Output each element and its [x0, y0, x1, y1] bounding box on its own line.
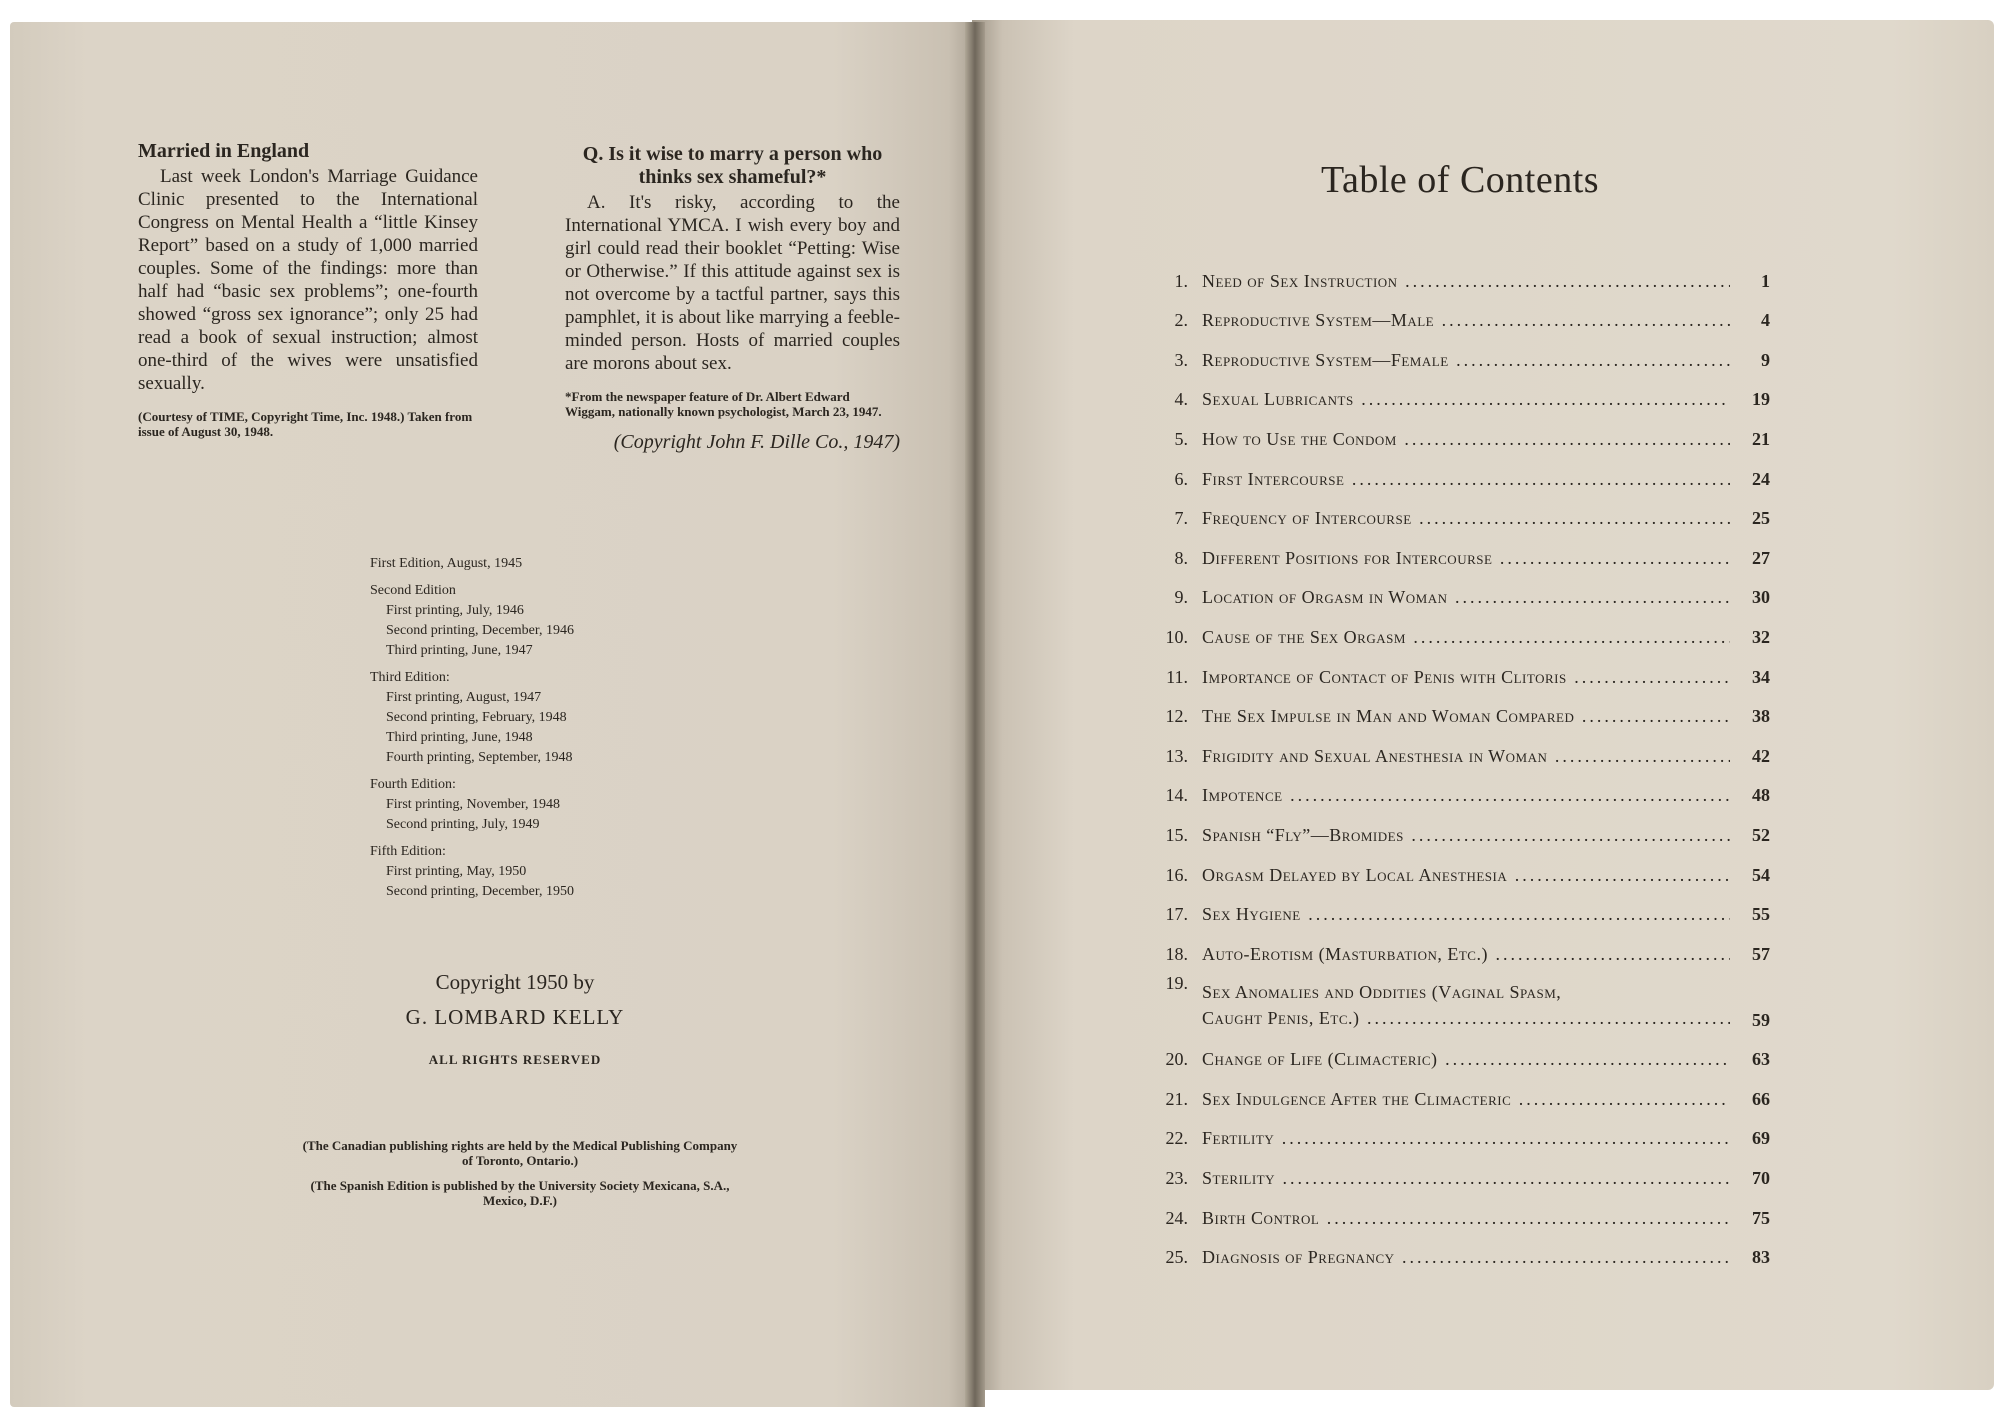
toc-item: 8. Different Positions for Intercourse ..... 27 — [1150, 529, 1770, 569]
toc-item: 24. Birth Control ..... 75 — [1150, 1189, 1770, 1229]
toc-label: Importance of Contact of Penis with Clitoris ..... — [1202, 667, 1730, 688]
canadian-rights: (The Canadian publishing rights are held by the Medical Publishing Company of Toronto, Ontario.) — [302, 1138, 738, 1168]
toc-item: 9. Location of Orgasm in Woman ..... 30 — [1150, 569, 1770, 609]
toc-label: Change of Life (Climacteric) ..... — [1202, 1049, 1730, 1070]
toc-item: 19. Sex Anomalies and Oddities (Vaginal Spasm, Caught Penis, Etc.) ..... 59 — [1150, 965, 1770, 1031]
toc-item: 13. Frigidity and Sexual Anesthesia in Woman ..... 42 — [1150, 727, 1770, 767]
toc-item: 20. Change of Life (Climacteric) ..... 63 — [1150, 1031, 1770, 1071]
toc-item: 21. Sex Indulgence After the Climacteric ..... 66 — [1150, 1070, 1770, 1110]
edition-fourth: Fourth Edition: First printing, November, 1948 Second printing, July, 1949 — [370, 777, 561, 832]
toc-label: Spanish “Fly”—Bromides ..... — [1202, 825, 1730, 846]
edition-history — [370, 554, 730, 909]
toc-page: 52 — [1752, 824, 1770, 845]
edition-third: Third Edition: First printing, August, 1947 Second printing, February, 1948 Third printing, June, 1948 Fourth printing, September, 1948 — [370, 670, 573, 765]
publishing-notes — [300, 1138, 740, 1218]
toc-label: Sex Indulgence After the Climacteric ..... — [1202, 1089, 1730, 1110]
toc-label: Reproductive System—Male ..... — [1202, 310, 1730, 331]
toc-page: 1 — [1761, 270, 1770, 291]
toc-label: Frequency of Intercourse ..... — [1202, 508, 1730, 529]
copyright-line: Copyright 1950 by — [435, 970, 595, 994]
toc-label: Orgasm Delayed by Local Anesthesia ..... — [1202, 865, 1730, 886]
toc-page: 25 — [1752, 508, 1770, 529]
toc-page: 66 — [1752, 1088, 1770, 1109]
toc-item: 4. Sexual Lubricants ..... 19 — [1150, 371, 1770, 411]
toc-item: 25. Diagnosis of Pregnancy ..... 83 — [1150, 1229, 1770, 1269]
toc-list — [1150, 252, 1770, 1268]
toc-label: Sterility ..... — [1202, 1168, 1730, 1189]
toc-page: 27 — [1752, 547, 1770, 568]
toc-page: 32 — [1752, 626, 1770, 647]
toc-page: 69 — [1752, 1128, 1770, 1149]
toc-label: Different Positions for Intercourse ..... — [1202, 548, 1730, 569]
edition-first: First Edition, August, 1945 — [370, 556, 523, 571]
toc-label: The Sex Impulse in Man and Woman Compared ..... — [1202, 706, 1730, 727]
toc-page: 75 — [1752, 1207, 1770, 1228]
toc-page: 70 — [1752, 1168, 1770, 1189]
toc-label: Birth Control ..... — [1202, 1208, 1730, 1229]
copyright-block — [330, 970, 700, 1068]
toc-page: 63 — [1752, 1049, 1770, 1070]
toc-page: 54 — [1752, 864, 1770, 885]
toc-label: Fertility ..... — [1202, 1128, 1730, 1149]
copyright-author: G. LOMBARD KELLY — [405, 1005, 625, 1029]
toc-page: 19 — [1752, 389, 1770, 410]
toc-page: 42 — [1752, 745, 1770, 766]
toc-item: 3. Reproductive System—Female ..... 9 — [1150, 331, 1770, 371]
toc-page: 4 — [1761, 310, 1770, 331]
toc-label: Auto-Erotism (Masturbation, Etc.) ..... — [1202, 944, 1730, 965]
toc-label: Reproductive System—Female ..... — [1202, 350, 1730, 371]
toc-label: First Intercourse ..... — [1202, 469, 1730, 490]
edition-fifth: Fifth Edition: First printing, May, 1950 Second printing, December, 1950 — [370, 844, 575, 899]
toc-page: 59 — [1752, 1009, 1770, 1030]
toc-item: 10. Cause of the Sex Orgasm ..... 32 — [1150, 608, 1770, 648]
toc-label: Location of Orgasm in Woman ..... — [1202, 587, 1730, 608]
toc-item: 12. The Sex Impulse in Man and Woman Compared ..... 38 — [1150, 688, 1770, 728]
toc-label: Sex Anomalies and Oddities (Vaginal Spasm, Caught Penis, Etc.) ..... — [1202, 979, 1730, 1031]
toc-item: 6. First Intercourse ..... 24 — [1150, 450, 1770, 490]
toc-item: 22. Fertility ..... 69 — [1150, 1110, 1770, 1150]
toc-label: Frigidity and Sexual Anesthesia in Woman ..... — [1202, 746, 1730, 767]
toc-item: 1. Need of Sex Instruction ..... 1 — [1150, 252, 1770, 292]
toc-item: 11. Importance of Contact of Penis with Clitoris ..... 34 — [1150, 648, 1770, 688]
toc-page: 21 — [1752, 428, 1770, 449]
toc-page: 30 — [1752, 587, 1770, 608]
toc-item: 5. How to Use the Condom ..... 21 — [1150, 410, 1770, 450]
toc-item: 7. Frequency of Intercourse ..... 25 — [1150, 490, 1770, 530]
qa-question: Q. Is it wise to marry a person who thinks sex shameful?* — [582, 143, 883, 188]
qa-credit: (Copyright John F. Dille Co., 1947) — [613, 431, 900, 453]
toc-page: 24 — [1752, 468, 1770, 489]
qa-footnote: *From the newspaper feature of Dr. Albert Edward Wiggam, nationally known psychologist, March 23, 1947. — [565, 389, 882, 419]
rights-reserved: ALL RIGHTS RESERVED — [428, 1052, 602, 1067]
book-gutter — [965, 22, 985, 1407]
toc-item: 14. Impotence ..... 48 — [1150, 767, 1770, 807]
toc-label: How to Use the Condom ..... — [1202, 429, 1730, 450]
toc-label: Sex Hygiene ..... — [1202, 904, 1730, 925]
toc-label: Sexual Lubricants ..... — [1202, 389, 1730, 410]
toc-page: 34 — [1752, 666, 1770, 687]
article-note: (Courtesy of TIME, Copyright Time, Inc. 1948.) Taken from issue of August 30, 1948. — [138, 409, 473, 439]
toc-label: Diagnosis of Pregnancy ..... — [1202, 1247, 1730, 1268]
toc-item: 17. Sex Hygiene ..... 55 — [1150, 886, 1770, 926]
edition-second: Second Edition First printing, July, 1946 Second printing, December, 1946 Third printing, June, 1947 — [370, 583, 575, 658]
toc-item: 23. Sterility ..... 70 — [1150, 1149, 1770, 1189]
spanish-edition: (The Spanish Edition is published by the University Society Mexicana, S.A., Mexico, D.F.) — [310, 1178, 730, 1208]
toc-page: 83 — [1752, 1247, 1770, 1268]
article-heading: Married in England — [138, 140, 310, 162]
toc-page: 38 — [1752, 706, 1770, 727]
toc-label: Impotence ..... — [1202, 785, 1730, 806]
qa-answer: A. It's risky, according to the International YMCA. I wish every boy and girl could read their booklet “Petting: Wise or Otherwise.” If this attitude against sex is not overcome by a tactful partner, says this pamphlet, it is about like marrying a feeble-minded person. Hosts of married couples are morons about sex. — [565, 192, 900, 374]
article-body: Last week London's Marriage Guidance Clinic presented to the International Congress on Mental Health a “little Kinsey Report” based on a study of 1,000 married couples. Some of the findings: more than half had “basic sex problems”; one-fourth showed “gross sex ignorance”; only 25 had read a book of sexual instruction; almost one-third of the wives were unsatisfied sexually. — [138, 166, 478, 394]
qa-article — [565, 143, 900, 454]
toc-page: 48 — [1752, 785, 1770, 806]
toc-title: Table of Contents — [1320, 159, 1600, 201]
toc-page: 55 — [1752, 904, 1770, 925]
toc-label: Need of Sex Instruction ..... — [1202, 271, 1730, 292]
toc-item: 18. Auto-Erotism (Masturbation, Etc.) ..... 57 — [1150, 925, 1770, 965]
toc-page: 9 — [1761, 349, 1770, 370]
married-in-england-article — [138, 140, 478, 439]
toc-item: 2. Reproductive System—Male ..... 4 — [1150, 292, 1770, 332]
toc-item: 15. Spanish “Fly”—Bromides ..... 52 — [1150, 806, 1770, 846]
toc-item: 16. Orgasm Delayed by Local Anesthesia ..... 54 — [1150, 846, 1770, 886]
toc-page: 57 — [1752, 943, 1770, 964]
toc-label: Cause of the Sex Orgasm ..... — [1202, 627, 1730, 648]
